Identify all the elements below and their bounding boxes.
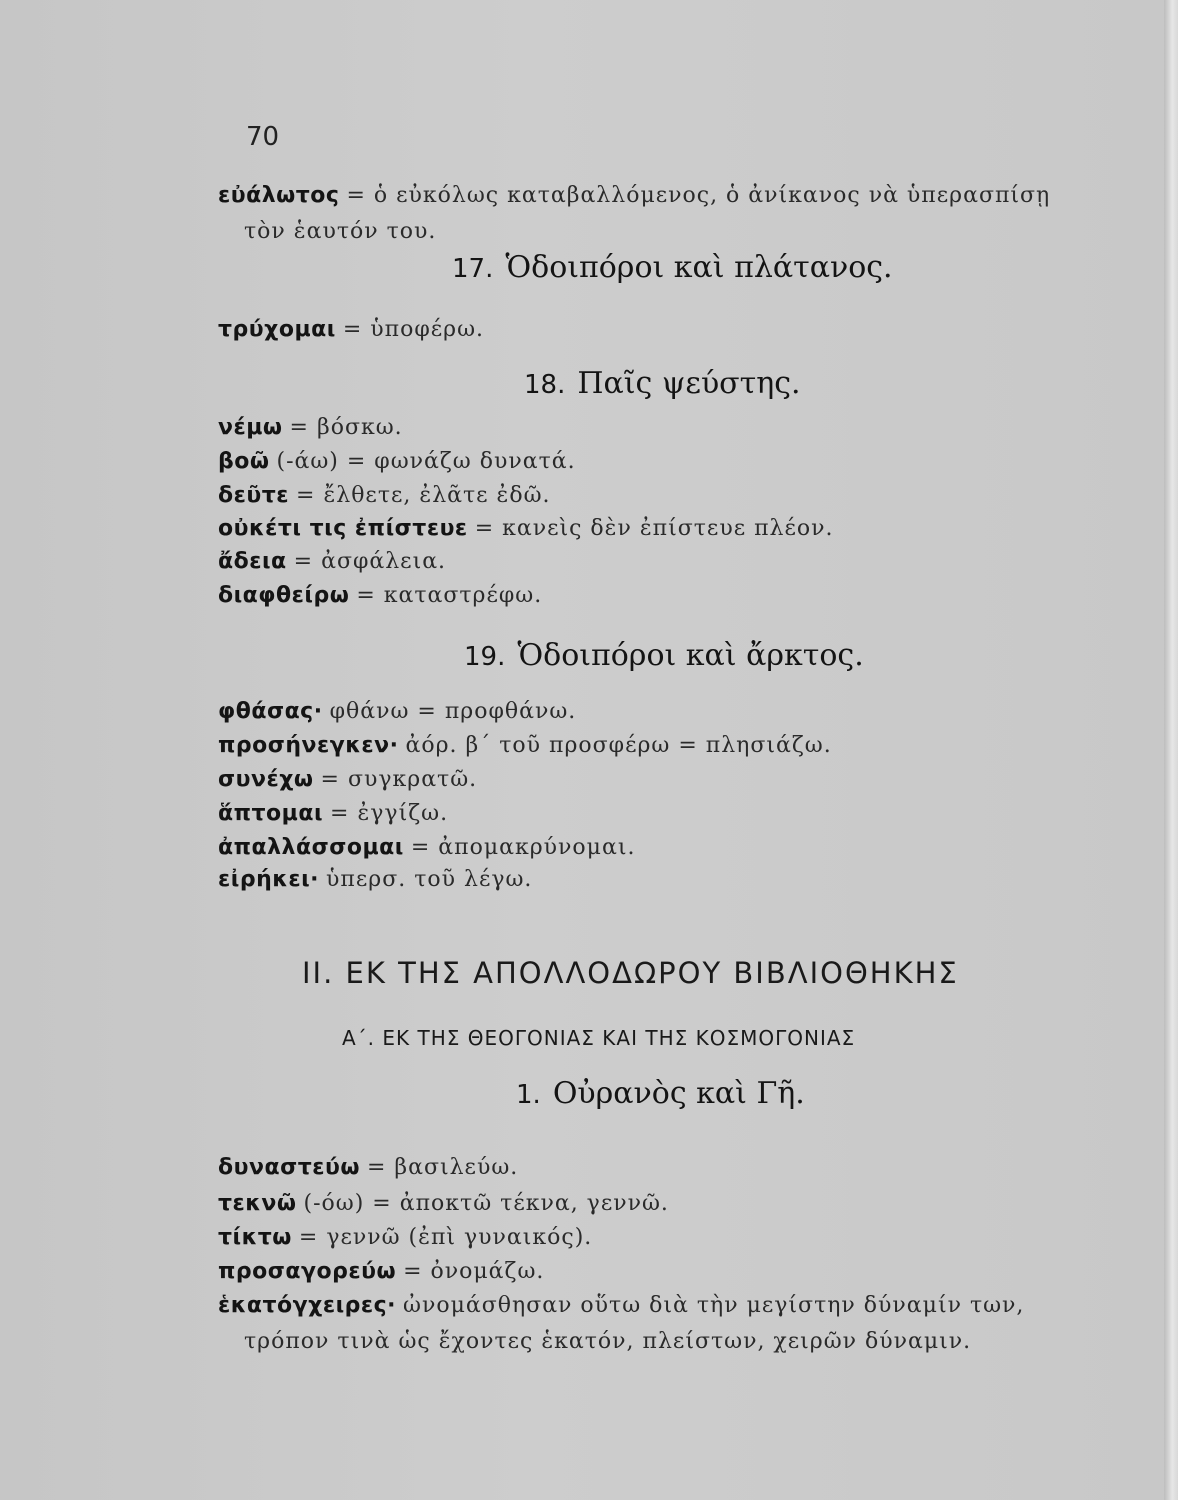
glossary-entry <box>218 446 576 478</box>
glossary-entry <box>218 180 1050 212</box>
sub-heading: Α΄. ΕΚ ΤΗΣ ΘΕΟΓΟΝΙΑΣ ΚΑΙ ΤΗΣ ΚΟΣΜΟΓΟΝΙΑΣ <box>342 1026 856 1050</box>
glossary-entry <box>218 480 551 512</box>
glossary-entry <box>218 1256 544 1288</box>
entry-term: φθάσας· <box>218 699 323 724</box>
glossary-entry <box>218 764 477 796</box>
entry-definition: (-όω) = ἀποκτῶ τέκνα, γεννῶ. <box>303 1191 669 1216</box>
glossary-entry <box>218 1290 1024 1322</box>
entry-continuation: τὸν ἑαυτόν του. <box>244 219 437 244</box>
entry-definition: = βασιλεύω. <box>366 1155 519 1180</box>
section-number: 17. <box>452 254 494 284</box>
section-number: 19. <box>464 642 506 672</box>
entry-definition: (-άω) = φωνάζω δυνατά. <box>276 449 576 474</box>
glossary-entry <box>218 832 635 864</box>
section-title-text: Παῖς ψεύστης. <box>577 366 801 401</box>
entry-term: τρύχομαι <box>218 317 336 342</box>
entry-definition: = ἀπομακρύνομαι. <box>410 835 636 860</box>
entry-definition: = ὑποφέρω. <box>342 317 485 342</box>
entry-definition: = βόσκω. <box>289 415 403 440</box>
entry-definition: φθάνω = προφθάνω. <box>329 699 577 724</box>
entry-term: προσαγορεύω <box>218 1259 397 1284</box>
entry-term: εὐάλωτος <box>218 183 340 208</box>
entry-term: βοῶ <box>218 449 270 474</box>
glossary-entry <box>218 1222 592 1254</box>
glossary-entry <box>218 513 834 545</box>
entry-term: τίκτω <box>218 1225 292 1250</box>
section-title-19 <box>464 638 864 673</box>
glossary-entry <box>218 1152 518 1184</box>
entry-term: νέμω <box>218 415 283 440</box>
entry-definition: = ἔλθετε, ἐλᾶτε ἐδῶ. <box>296 483 551 508</box>
entry-term: ἑκατόγχειρες· <box>218 1293 397 1318</box>
entry-term: προσήνεγκεν· <box>218 733 399 758</box>
entry-definition: ἀόρ. β΄ τοῦ προσφέρω = πλησιάζω. <box>405 733 832 758</box>
glossary-entry <box>218 864 532 896</box>
glossary-entry <box>218 546 446 578</box>
entry-definition: = ὁ εὐκόλως καταβαλλόμενος, ὁ ἀνίκανος νὰ ὑπερασπίσῃ <box>346 183 1051 208</box>
glossary-entry <box>218 730 832 762</box>
entry-term: τεκνῶ <box>218 1191 297 1216</box>
entry-definition: = κανεὶς δὲν ἐπίστευε πλέον. <box>474 516 834 541</box>
glossary-entry <box>218 412 403 444</box>
section-number: 1. <box>516 1080 541 1110</box>
part-heading: II. ΕΚ ΤΗΣ ΑΠΟΛΛΟΔΩΡΟΥ ΒΙΒΛΙΟΘΗΚΗΣ <box>302 956 959 990</box>
entry-term: οὐκέτι τις ἐπίστευε <box>218 516 468 541</box>
entry-term: δεῦτε <box>218 483 290 508</box>
entry-term: συνέχω <box>218 767 314 792</box>
entry-definition: = γεννῶ (ἐπὶ γυναικός). <box>298 1225 593 1250</box>
entry-definition: = ἐγγίζω. <box>330 801 449 826</box>
entry-term: εἰρήκει· <box>218 867 320 892</box>
entry-definition: ὑπερσ. τοῦ λέγω. <box>326 867 533 892</box>
section-title-17 <box>452 250 893 285</box>
glossary-entry <box>218 1188 669 1220</box>
entry-term: ἄδεια <box>218 549 287 574</box>
entry-continuation: τρόπον τινὰ ὡς ἔχοντες ἑκατόν, πλείστων, χειρῶν δύναμιν. <box>244 1329 972 1354</box>
section-title-1 <box>516 1076 805 1111</box>
page-edge <box>1164 0 1178 1500</box>
glossary-entry <box>218 580 542 612</box>
entry-definition: = καταστρέφω. <box>356 583 543 608</box>
entry-definition: = συγκρατῶ. <box>320 767 478 792</box>
entry-definition: ὠνομάσθησαν οὕτω διὰ τὴν μεγίστην δύναμίν των, <box>403 1293 1025 1318</box>
glossary-entry <box>218 314 484 346</box>
entry-term: δυναστεύω <box>218 1155 360 1180</box>
entry-definition: = ὀνομάζω. <box>403 1259 545 1284</box>
entry-term: διαφθείρω <box>218 583 350 608</box>
entry-term: ἅπτομαι <box>218 801 324 826</box>
glossary-entry <box>218 798 448 830</box>
section-number: 18. <box>524 370 566 400</box>
section-title-text: Οὐρανὸς καὶ Γῆ. <box>552 1076 805 1111</box>
section-title-text: Ὁδοιπόροι καὶ ἄρκτος. <box>517 638 864 673</box>
entry-term: ἀπαλλάσσομαι <box>218 835 404 860</box>
glossary-entry <box>218 696 576 728</box>
section-title-18 <box>524 366 801 401</box>
page-number: 70 <box>246 122 280 152</box>
entry-definition: = ἀσφάλεια. <box>293 549 447 574</box>
section-title-text: Ὁδοιπόροι καὶ πλάτανος. <box>505 250 893 285</box>
